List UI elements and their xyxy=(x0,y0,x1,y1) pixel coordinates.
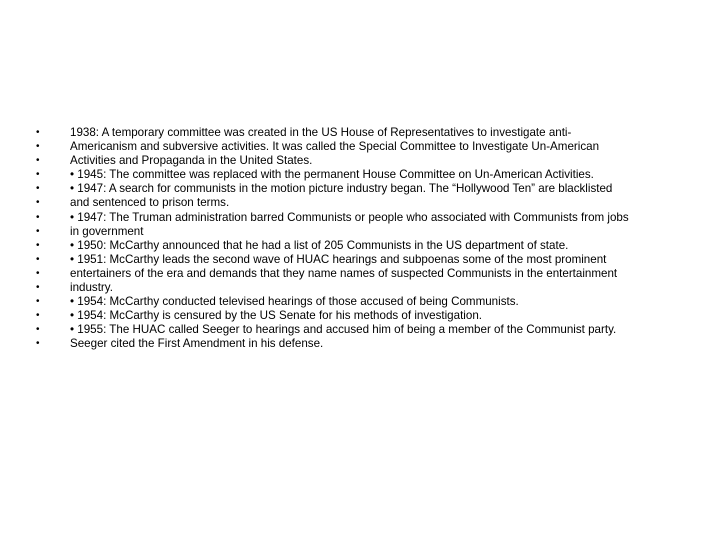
bullet-text: • 1951: McCarthy leads the second wave of HUAC hearings and subpoenas some of the most prominent xyxy=(70,252,607,266)
bullet-text: Americanism and subversive activities. It was called the Special Committee to Investigate Un-American xyxy=(70,140,600,154)
bullet-text: and sentenced to prison terms. xyxy=(70,196,230,210)
bullet-line xyxy=(36,309,716,323)
bullet-marker: • xyxy=(36,169,40,181)
bullet-line xyxy=(36,239,716,253)
bullet-line xyxy=(36,225,716,239)
bullet-text: Activities and Propaganda in the United States. xyxy=(70,154,313,168)
bullet-marker: • xyxy=(36,127,40,138)
bullet-text: • 1954: McCarthy is censured by the US Senate for his methods of investigation. xyxy=(70,309,482,323)
bullet-line xyxy=(36,337,716,351)
bullet-text: Seeger cited the First Amendment in his defense. xyxy=(70,337,324,351)
bullet-text: • 1947: The Truman administration barred Communists or people who associated with Communists from jobs xyxy=(70,210,629,224)
bullet-text: • 1945: The committee was replaced with the permanent House Committee on Un-American Activities. xyxy=(70,168,594,182)
bullet-text: 1938: A temporary committee was created in the US House of Representatives to investigate anti- xyxy=(70,126,572,139)
bullet-line xyxy=(36,253,716,267)
bullet-marker: • xyxy=(36,267,40,279)
bullet-marker: • xyxy=(36,211,40,223)
bullet-marker: • xyxy=(36,324,40,336)
bullet-marker: • xyxy=(36,296,40,308)
bullet-line xyxy=(36,211,716,225)
bullet-line xyxy=(36,182,716,196)
bullet-text: entertainers of the era and demands that they name names of suspected Communists in the entertainment xyxy=(70,266,618,280)
bullet-marker: • xyxy=(36,141,40,153)
timeline-bullet-list xyxy=(36,126,716,352)
bullet-marker: • xyxy=(36,183,40,195)
bullet-line xyxy=(36,154,716,168)
bullet-line xyxy=(36,295,716,309)
bullet-marker: • xyxy=(36,225,40,237)
bullet-line xyxy=(36,267,716,281)
bullet-marker: • xyxy=(36,338,40,350)
bullet-marker: • xyxy=(36,253,40,265)
bullet-line xyxy=(36,168,716,182)
bullet-marker: • xyxy=(36,310,40,322)
bullet-marker: • xyxy=(36,239,40,251)
bullet-line xyxy=(36,196,716,210)
bullet-line xyxy=(36,140,716,154)
bullet-text: in government xyxy=(70,224,144,238)
bullet-text: • 1950: McCarthy announced that he had a list of 205 Communists in the US department of state. xyxy=(70,238,569,252)
bullet-line xyxy=(36,323,716,337)
bullet-marker: • xyxy=(36,197,40,209)
bullet-text: • 1947: A search for communists in the motion picture industry began. The “Hollywood Ten” are blacklisted xyxy=(70,182,613,196)
bullet-line xyxy=(36,281,716,295)
bullet-text: • 1954: McCarthy conducted televised hearings of those accused of being Communists. xyxy=(70,295,519,309)
bullet-marker: • xyxy=(36,282,40,294)
bullet-text: • 1955: The HUAC called Seeger to hearings and accused him of being a member of the Communist party. xyxy=(70,323,617,337)
bullet-marker: • xyxy=(36,155,40,167)
bullet-text: industry. xyxy=(70,281,113,295)
bullet-line xyxy=(36,126,716,140)
